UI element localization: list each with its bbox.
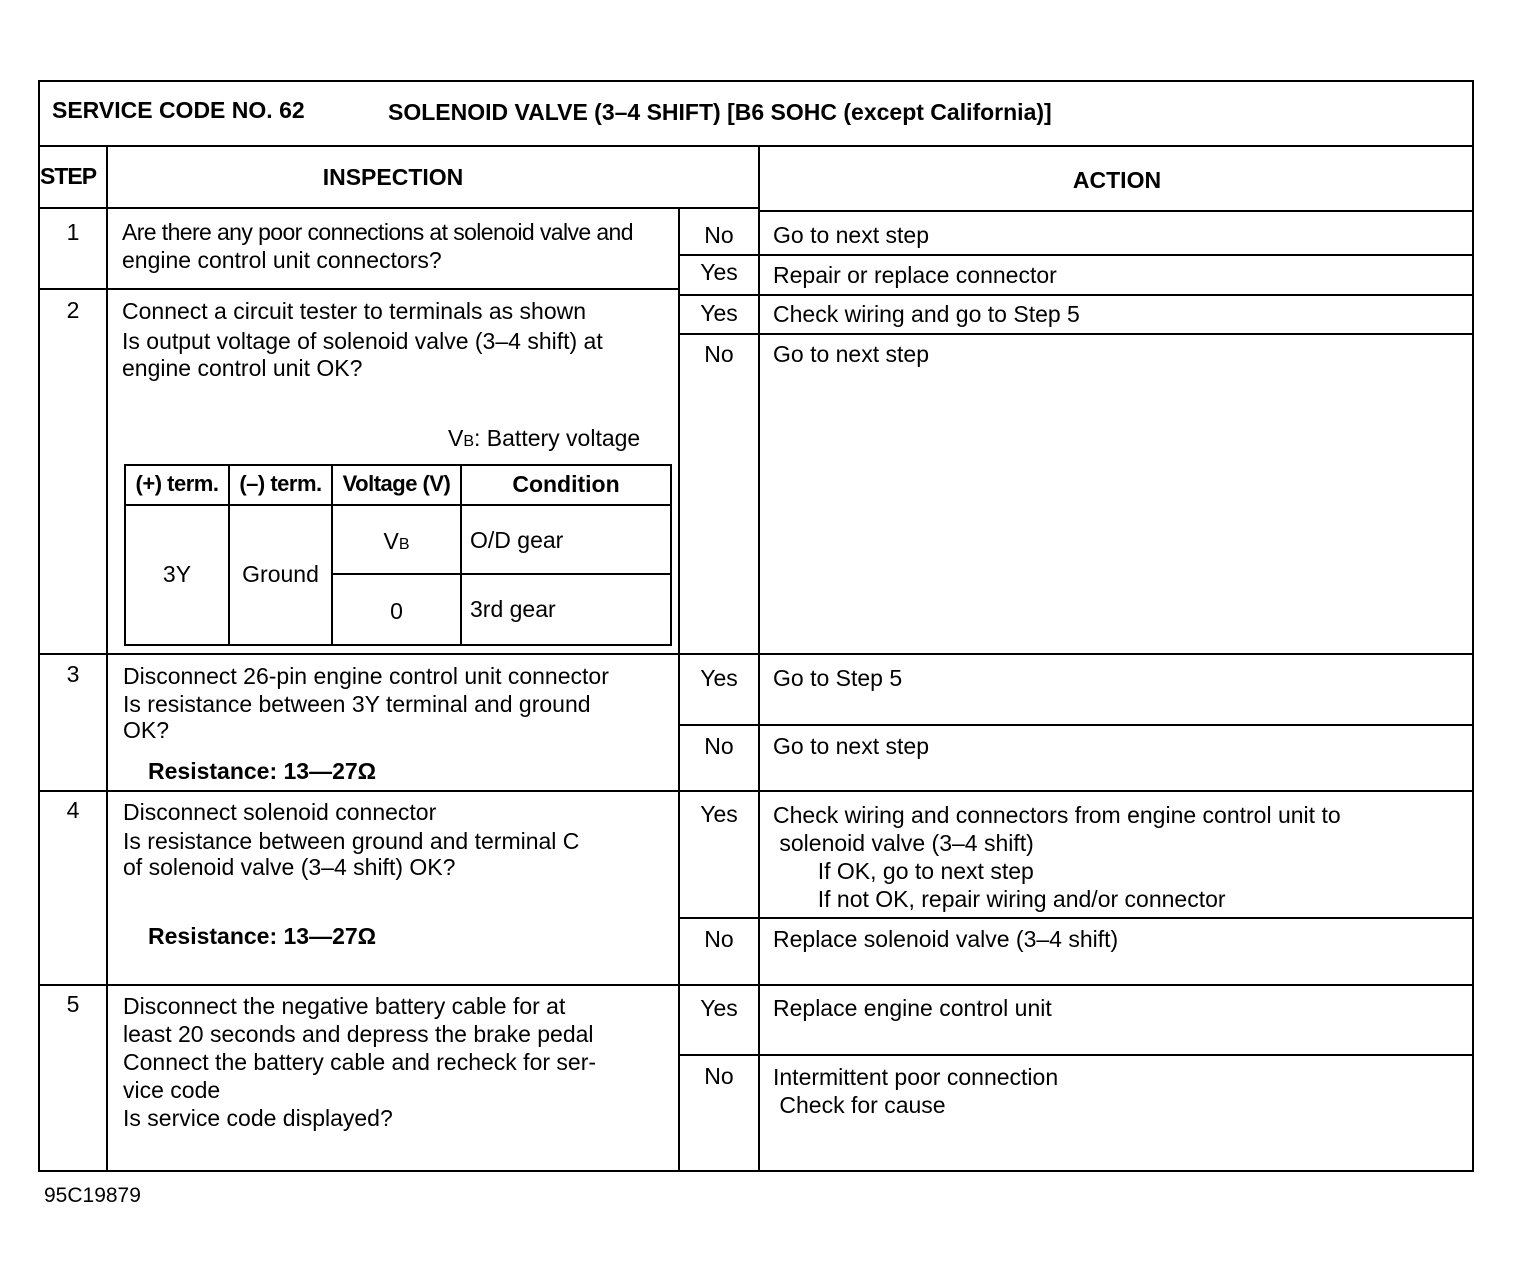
inspection-text: Is output voltage of solenoid valve (3–4 shift) at <box>122 328 603 354</box>
rule-step1-end <box>40 288 680 290</box>
terminal-table-header: Condition <box>512 471 620 497</box>
voltage-symbol: V <box>383 528 399 554</box>
inspection-text: Disconnect solenoid connector <box>123 799 437 825</box>
header-action: ACTION <box>1072 167 1162 193</box>
rule-title <box>40 145 1474 147</box>
condition-value: 3rd gear <box>470 596 556 622</box>
battery-voltage-note <box>448 424 640 456</box>
header-inspection: INSPECTION <box>322 164 464 190</box>
action-text: Repair or replace connector <box>773 262 1057 288</box>
result-label: No <box>704 341 734 367</box>
inspection-text: Disconnect 26-pin engine control unit connector <box>123 663 609 689</box>
figure-id: 95C19879 <box>44 1184 141 1207</box>
terminal-table <box>124 464 672 646</box>
inspection-text: vice code <box>123 1077 221 1103</box>
result-label: No <box>704 1063 734 1089</box>
result-label: Yes <box>700 995 738 1021</box>
service-code-title: SERVICE CODE NO. 62 <box>52 97 305 123</box>
action-text: Go to next step <box>773 733 929 759</box>
inspection-text: engine control unit OK? <box>122 355 363 381</box>
inspection-text: Connect the battery cable and recheck for ser- <box>123 1049 597 1075</box>
inspection-text: Are there any poor connections at solenoid valve and <box>122 219 633 245</box>
rule-step4-end <box>40 984 1474 986</box>
inspection-text: OK? <box>123 717 170 743</box>
action-text: If OK, go to next step <box>773 858 1034 884</box>
action-text: solenoid valve (3–4 shift) <box>773 830 1034 856</box>
action-text: Replace engine control unit <box>773 995 1052 1021</box>
rule-step2-mid <box>680 333 1474 335</box>
inspection-text: Is resistance between ground and terminal C <box>123 828 580 854</box>
step-number: 4 <box>66 797 80 823</box>
step-number: 5 <box>66 991 80 1017</box>
terminal-table-header: Voltage (V) <box>342 471 451 496</box>
action-text: Intermittent poor connection <box>773 1064 1059 1090</box>
voltage-subscript: B <box>398 536 410 553</box>
action-text: Go to Step 5 <box>773 665 903 691</box>
service-code-table <box>38 80 1474 1172</box>
terminal-table-header: (–) term. <box>239 471 322 496</box>
action-text: Go to next step <box>773 341 929 367</box>
inspection-text: least 20 seconds and depress the brake pedal <box>123 1021 594 1047</box>
action-text: Check wiring and connectors from engine control unit to <box>773 802 1341 828</box>
rule-step1-mid <box>680 254 1474 256</box>
inspection-text: Is service code displayed? <box>123 1105 393 1131</box>
voltage-value: 0 <box>390 598 403 624</box>
result-label: Yes <box>700 259 738 285</box>
result-label: Yes <box>700 300 738 326</box>
result-label: No <box>704 222 734 248</box>
resistance-spec: Resistance: 13—27Ω <box>148 758 377 784</box>
terminal-table-header: (+) term. <box>135 471 219 496</box>
terminal-table-row-rule <box>333 573 670 575</box>
action-text: Check for cause <box>773 1092 946 1118</box>
rule-step1-end-right <box>680 294 1474 296</box>
note-subscript: B <box>463 433 475 450</box>
rule-header-action <box>760 210 1474 212</box>
action-text: If not OK, repair wiring and/or connector <box>773 886 1226 912</box>
voltage-value <box>333 527 460 559</box>
header-step: STEP <box>40 163 97 189</box>
plus-terminal: 3Y <box>162 561 192 587</box>
terminal-table-header-rule <box>126 504 670 506</box>
note-text: : Battery voltage <box>474 425 641 451</box>
rule-header <box>40 207 760 209</box>
note-symbol: V <box>448 425 464 451</box>
step-number: 3 <box>66 661 80 687</box>
inspection-text: Connect a circuit tester to terminals as shown <box>122 298 587 324</box>
rule-step2-end <box>40 653 1474 655</box>
resistance-spec: Resistance: 13—27Ω <box>148 923 377 949</box>
step-number: 1 <box>66 219 80 245</box>
rule-step4-mid <box>680 917 1474 919</box>
action-text: Replace solenoid valve (3–4 shift) <box>773 926 1119 952</box>
rule-step5-mid <box>680 1054 1474 1056</box>
inspection-text: Is resistance between 3Y terminal and ground <box>123 691 591 717</box>
minus-terminal: Ground <box>242 561 319 587</box>
result-label: Yes <box>700 665 738 691</box>
step-number: 2 <box>66 297 80 323</box>
inspection-text: engine control unit connectors? <box>122 247 442 273</box>
result-label: No <box>704 733 734 759</box>
action-text: Go to next step <box>773 222 929 248</box>
rule-action-col <box>758 145 760 1172</box>
result-label: Yes <box>700 801 738 827</box>
rule-step3-mid <box>680 724 1474 726</box>
rule-step3-end <box>40 790 1474 792</box>
result-label: No <box>704 926 734 952</box>
inspection-text: Disconnect the negative battery cable for at <box>123 993 566 1019</box>
service-code-name: SOLENOID VALVE (3–4 SHIFT) [B6 SOHC (except California)] <box>388 99 1052 125</box>
inspection-text: of solenoid valve (3–4 shift) OK? <box>123 854 456 880</box>
action-text: Check wiring and go to Step 5 <box>773 301 1080 327</box>
condition-value: O/D gear <box>470 527 564 553</box>
rule-step-col <box>106 145 108 1172</box>
